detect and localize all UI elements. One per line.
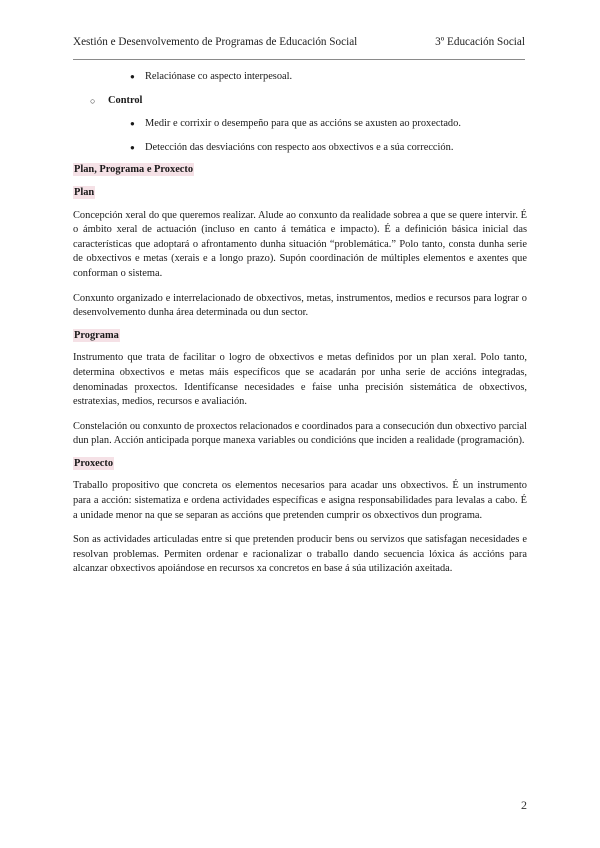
plan-heading: Plan [74, 186, 95, 198]
bullet-dot-icon: ● [130, 119, 135, 129]
bullet-dot-icon: ● [130, 142, 135, 152]
section-title: Plan, Programa e Proxecto [74, 164, 194, 176]
page-content [73, 70, 527, 577]
programa-heading: Programa [74, 329, 119, 341]
proxecto-paragraph-2: Son as actividades articuladas entre si que pretenden producir bens ou servizos que satisfagan necesidades e resolvan problemas. Permiten ordenar e racionalizar o traballo dando secuencia lóxica ás accións para alcanzar obxectivos apoiándose en recursos xa concretos en base á súa utilización axeitada. [73, 534, 527, 575]
header-course-year: 3º Educación Social [435, 36, 525, 48]
list-item-text: Medir e corrixir o desempeño para que as accións se axusten ao proxectado. [145, 118, 461, 130]
list-item-text: Relaciónase co aspecto interpesoal. [145, 71, 293, 82]
proxecto-paragraph-1: Traballo propositivo que concreta os elementos necesarios para acadar uns obxectivos. É un instrumento para a acción: sistematiza e ordena actividades específicas e asigna responsabilidades para levalas a cabo. É a unidade menor na que se separan as accións que pretenden cumprir os obxectivos dun programa. [73, 480, 527, 521]
control-label: Control [108, 94, 143, 106]
bullet-circle-icon: ○ [90, 95, 96, 106]
list-item-control [73, 94, 527, 109]
list-item [73, 141, 527, 156]
bullet-dot-icon: ● [130, 72, 135, 81]
header-course-title: Xestión e Desenvolvemento de Programas de Educación Social [73, 36, 358, 48]
plan-paragraph-1: Concepción xeral do que queremos realizar. Alude ao conxunto da realidade sobrea a que se quere intervir. É o ámbito xeral de actuación (incluso en canto á temática e impacto). É a definición básica inicial das características que adoptará o afrontamento dunha situación “problemática.” Polo tanto, consta dunha serie de obxectivos e metas (xerais e a longo prazo). Supón coordinación de múltiples elementos e axentes que conforman o sistema. [73, 209, 527, 279]
list-item-text: Detección das desviacións con respecto aos obxectivos e a súa corrección. [145, 141, 454, 153]
list-item [73, 117, 527, 132]
programa-paragraph-2: Constelación ou conxunto de proxectos relacionados e coordinados para a consecución dun obxectivo parcial dun plan. Acción anticipada porque manexa variables ou condicións que inciden a realidade (programación). [73, 420, 527, 447]
programa-paragraph-1: Instrumento que trata de facilitar o logro de obxectivos e metas definidos por un plan xeral. Polo tanto, determina obxectivos e metas máis específicos que se acadarán por unha serie de accións integradas, denominadas proxectos. Identifícanse necesidades e faise unha precisión sistemática de obxectivos, estratexias, medios, recursos e avaliación. [73, 352, 527, 408]
header-divider [73, 59, 525, 60]
page-number: 2 [521, 798, 527, 812]
plan-paragraph-2: Conxunto organizado e interrelacionado de obxectivos, metas, instrumentos, medios e recursos para lograr o desenvolvemento dunha área determinada ou dun sector. [73, 292, 527, 319]
proxecto-heading: Proxecto [74, 457, 114, 469]
list-item [73, 70, 527, 85]
